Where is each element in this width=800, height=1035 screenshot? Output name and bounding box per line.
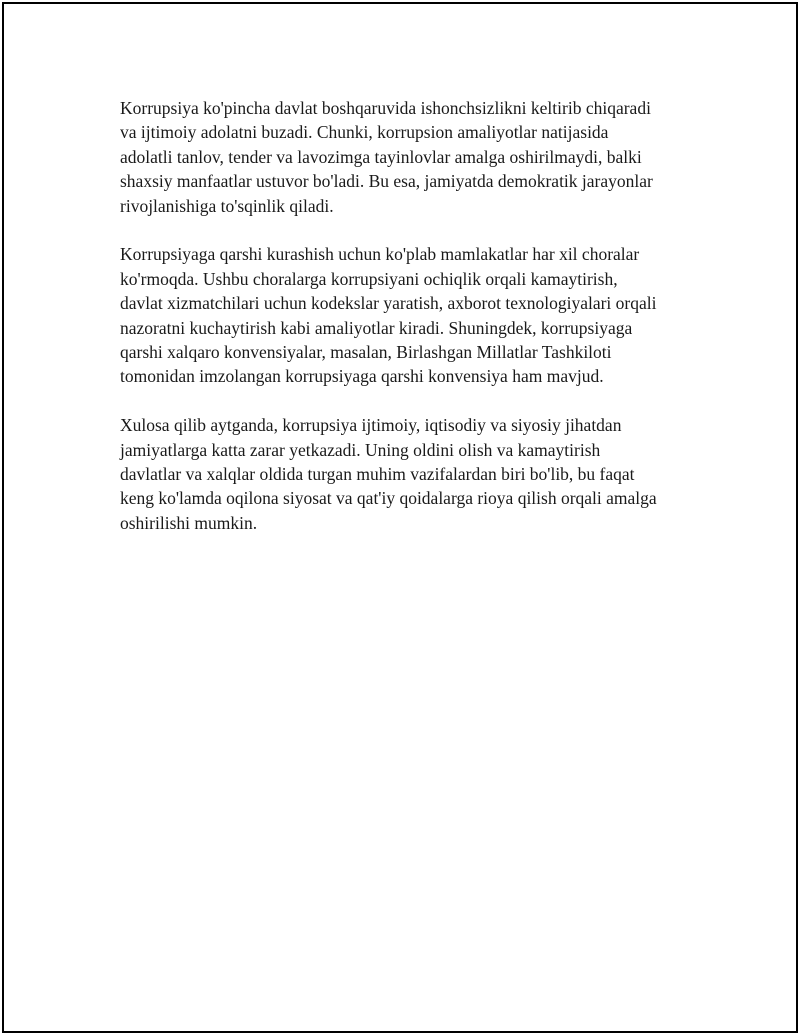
page-frame	[2, 2, 798, 1033]
paragraph-3: Xulosa qilib aytganda, korrupsiya ijtimoiy, iqtisodiy va siyosiy jihatdan jamiyatlarga katta zarar yetkazadi. Uning oldini olish va kamaytirish davlatlar va xalqlar oldida turgan muhim vazifalardan biri bo'lib, bu faqat keng ko'lamda oqilona siyosat va qat'iy qoidalarga rioya qilish orqali amalga oshirilishi mumkin.	[120, 415, 657, 533]
paragraph-1: Korrupsiya ko'pincha davlat boshqaruvida ishonchsizlikni keltirib chiqaradi va ijtimoiy adolatni buzadi. Chunki, korrupsion amaliyotlar natijasida adolatli tanlov, tender va lavozimga tayinlovlar amalga oshirilmaydi, balki shaxsiy manfaatlar ustuvor bo'ladi. Bu esa, jamiyatda demokratik jarayonlar rivojlanishiga to'sqinlik qiladi.	[120, 98, 653, 216]
document-body	[120, 96, 710, 560]
paragraph-2: Korrupsiyaga qarshi kurashish uchun ko'plab mamlakatlar har xil choralar ko'rmoqda. Ushbu choralarga korrupsiyani ochiqlik orqali kamaytirish, davlat xizmatchilari uchun kodekslar yaratish, axborot texnologiyalari orqali nazoratni kuchaytirish kabi amaliyotlar kiradi. Shuningdek, korrupsiyaga qarshi xalqaro konvensiyalar, masalan, Birlashgan Millatlar Tashkiloti tomonidan imzolangan korrupsiyaga qarshi konvensiya ham mavjud.	[120, 244, 657, 387]
